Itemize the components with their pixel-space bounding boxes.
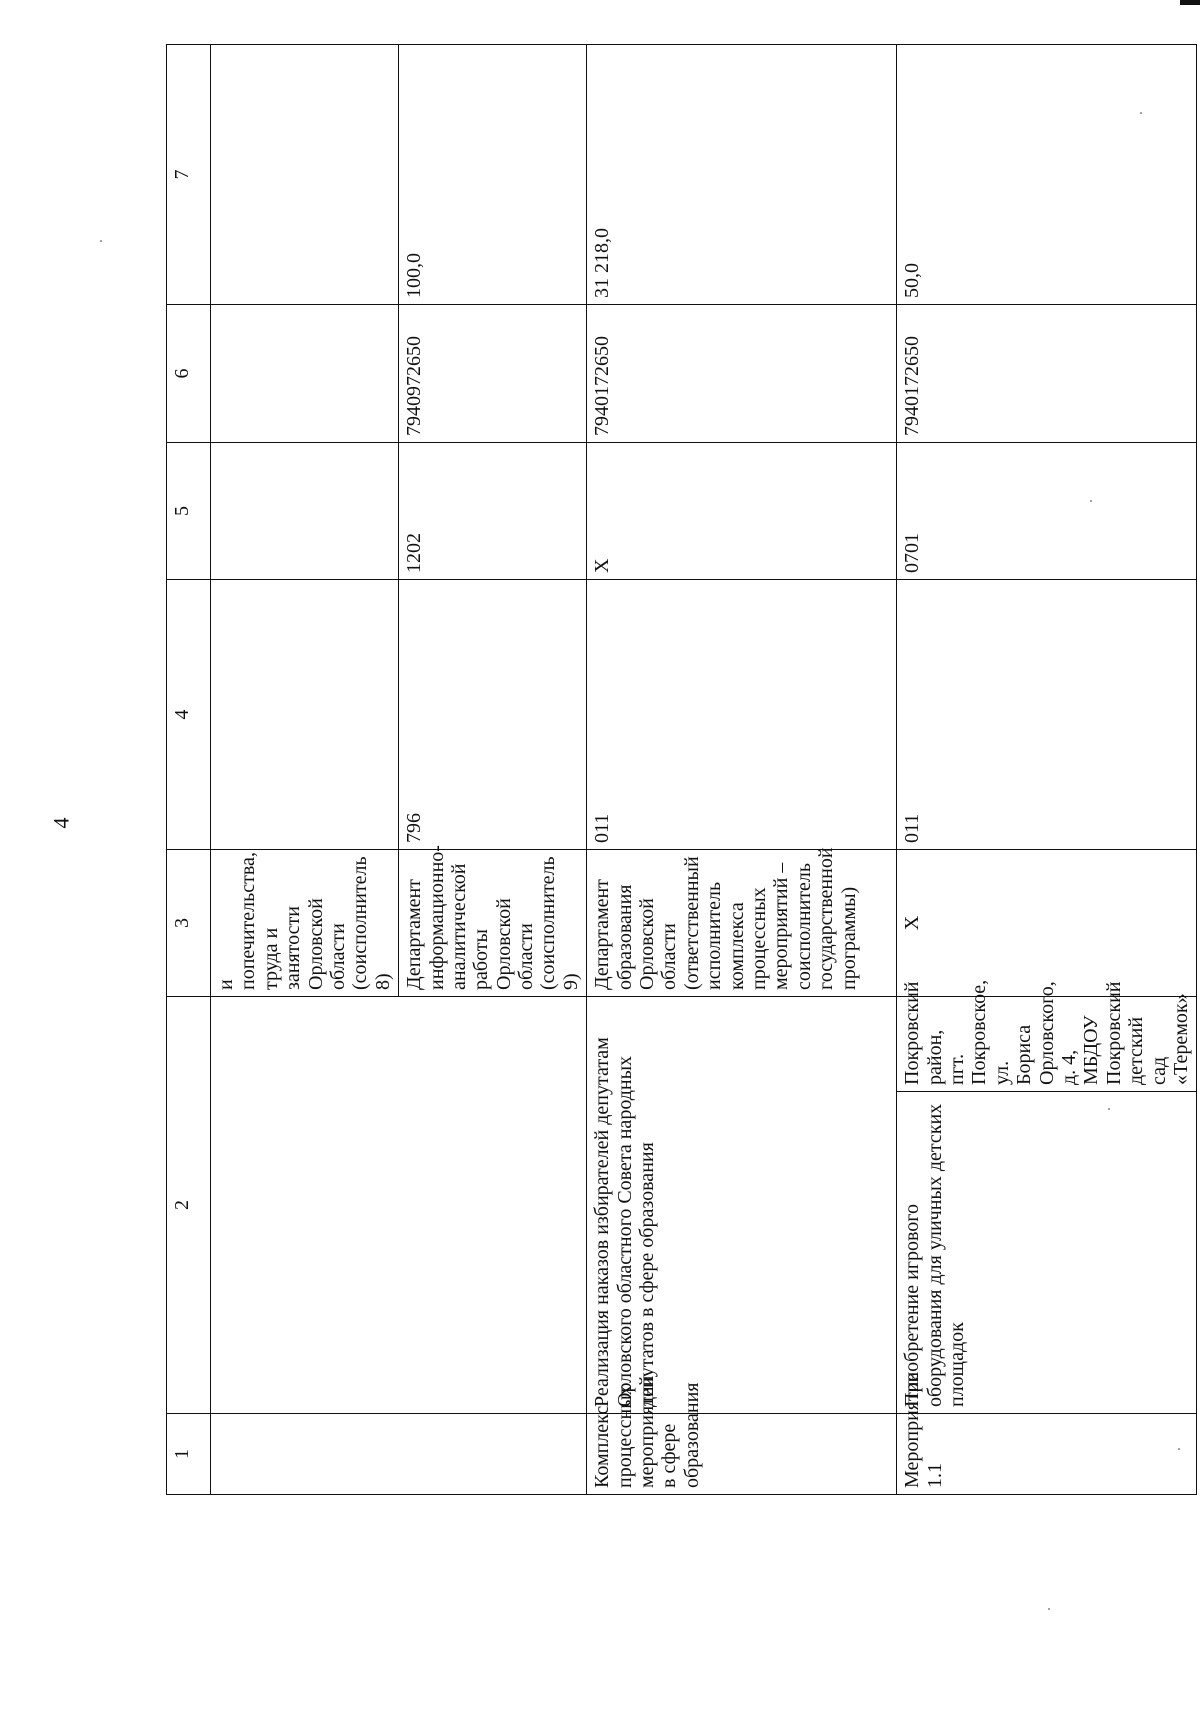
rotated-table-wrapper: [166, 45, 1192, 1495]
cell-col4: [211, 580, 399, 850]
cell-col4: 796: [399, 580, 587, 850]
cell-col6: 7940972650: [399, 305, 587, 443]
budget-table: [166, 44, 1197, 1495]
cell-col2: [211, 997, 587, 1414]
cell-col3: и попечительства, труда и занятости Орловской области (соисполнитель 8): [211, 850, 399, 997]
scan-speck: [1178, 1448, 1180, 1450]
cell-col5: X: [587, 443, 897, 580]
cell-col1: Комплекс процессных мероприятий в сфере образования: [587, 1414, 897, 1495]
cell-col3: Департамент информационно-аналитической работы Орловской области (соисполнитель 9): [399, 850, 587, 997]
page-number: 4: [48, 817, 74, 829]
cell-col7: 100,0: [399, 45, 587, 305]
header-col-3: 3: [167, 850, 211, 997]
scan-speck: [1090, 500, 1092, 502]
table-row: [897, 45, 1197, 1495]
table-row: [211, 45, 399, 1495]
scan-speck: [1140, 112, 1142, 114]
cell-col5: 1202: [399, 443, 587, 580]
cell-col2b: Покровский район, пгт. Покровское, ул. Бориса Орловского, д. 4, МБДОУ Покровский детский сад «Теремок»: [897, 997, 1197, 1092]
corner-mark: [1180, 0, 1200, 5]
cell-col3: X: [897, 850, 1197, 997]
cell-col6: 7940172650: [897, 305, 1197, 443]
header-col-2: 2: [167, 997, 211, 1414]
cell-col7: [211, 45, 399, 305]
cell-col6: [211, 305, 399, 443]
scan-speck: [1108, 1108, 1110, 1110]
header-row: [167, 45, 211, 1495]
header-col-6: 6: [167, 305, 211, 443]
header-col-4: 4: [167, 580, 211, 850]
cell-col3: Департамент образования Орловской области (ответственный исполнитель комплекса процессных мероприятий – соисполнитель государственной программы): [587, 850, 897, 997]
cell-col2a: Приобретение игрового оборудования для уличных детских площадок: [897, 1092, 1197, 1414]
cell-col4: 011: [897, 580, 1197, 850]
scan-speck: [100, 240, 102, 242]
header-col-1: 1: [167, 1414, 211, 1495]
header-col-5: 5: [167, 443, 211, 580]
cell-col2: Реализация наказов избирателей депутатам Орловского областного Совета народных депутатов в сфере образования: [587, 997, 897, 1414]
header-col-7: 7: [167, 45, 211, 305]
table-row: [587, 45, 897, 1495]
cell-col7: 31 218,0: [587, 45, 897, 305]
cell-col7: 50,0: [897, 45, 1197, 305]
scan-speck: [1048, 1608, 1050, 1610]
cell-col5: 0701: [897, 443, 1197, 580]
cell-col1: Мероприятие 1.1: [897, 1414, 1197, 1495]
cell-col4: 011: [587, 580, 897, 850]
cell-col5: [211, 443, 399, 580]
cell-col6: 7940172650: [587, 305, 897, 443]
cell-col1: [211, 1414, 587, 1495]
